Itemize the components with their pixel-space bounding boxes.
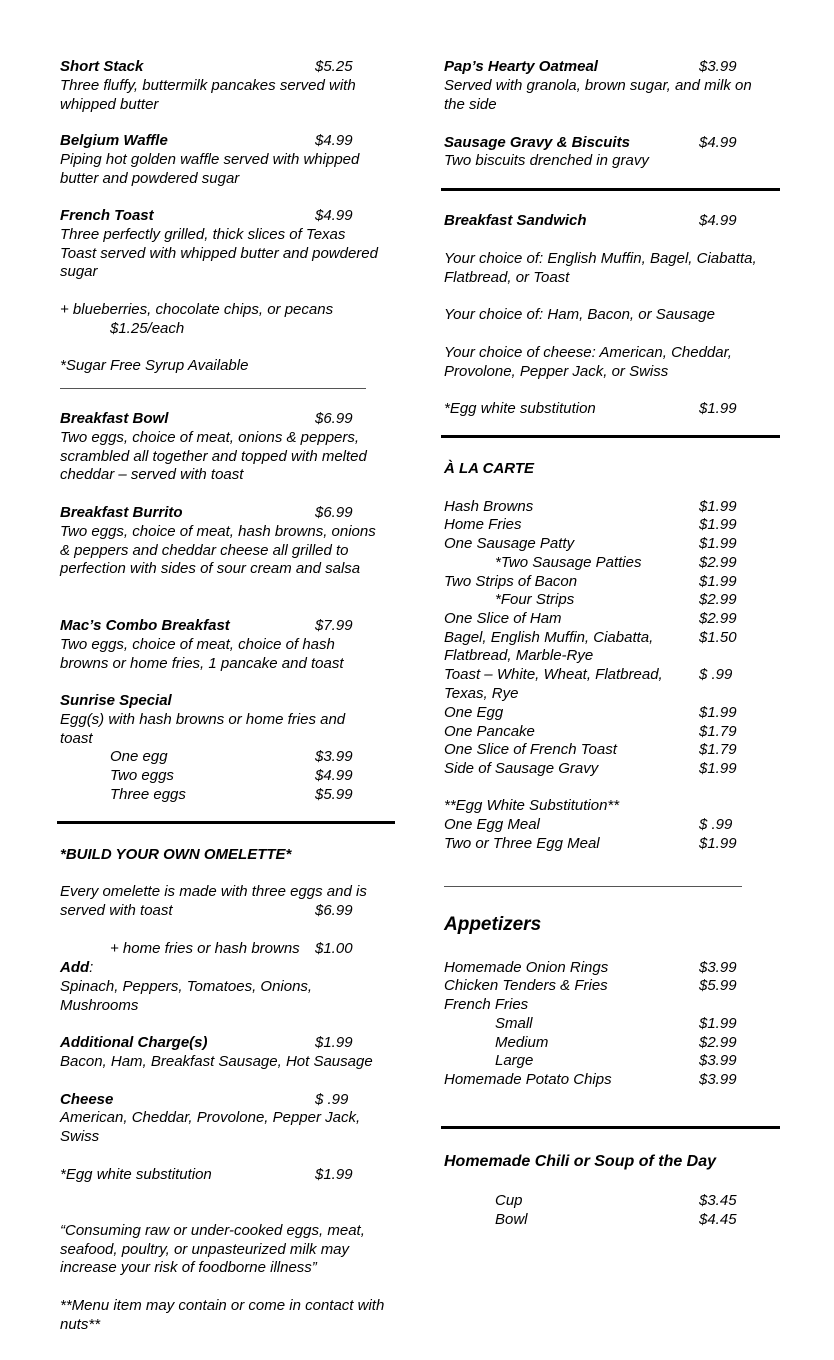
omelette-add-colon: : xyxy=(89,959,94,976)
item-price-french-toast: $4.99 xyxy=(315,207,353,224)
omelette-add-label xyxy=(60,959,93,978)
appetizer-price: $3.99 xyxy=(699,1071,737,1088)
sunrise-option-label: Three eggs xyxy=(110,786,186,803)
ala-carte-label: One Egg xyxy=(444,704,504,721)
item-desc-breakfast-bowl: Two eggs, choice of meat, onions & peppers, scrambled all together and topped with melted cheddar – served with toast xyxy=(60,429,367,484)
item-price-macs-combo: $7.99 xyxy=(315,617,353,634)
sugar-free-note: *Sugar Free Syrup Available xyxy=(60,357,249,374)
omelette-price: $6.99 xyxy=(315,902,353,919)
appetizer-price: $2.99 xyxy=(699,1034,737,1051)
sunrise-option-price: $3.99 xyxy=(315,748,353,765)
appetizer-label: French Fries xyxy=(444,996,529,1013)
chili-size-label: Bowl xyxy=(495,1211,528,1228)
appetizer-label: Large xyxy=(495,1052,534,1069)
sandwich-egg-white-label: *Egg white substitution xyxy=(444,400,596,417)
ala-carte-label: Side of Sausage Gravy xyxy=(444,760,599,777)
ala-carte-label: One Slice of French Toast xyxy=(444,741,617,758)
item-name-breakfast-sandwich: Breakfast Sandwich xyxy=(444,212,587,229)
ala-carte-price: $1.99 xyxy=(699,760,737,777)
ala-carte-price: $1.50 xyxy=(699,629,737,646)
omelette-desc-line: served with toast xyxy=(60,902,173,919)
sandwich-cheese-choice: Your choice of cheese: American, Cheddar, Provolone, Pepper Jack, or Swiss xyxy=(444,344,732,380)
item-desc-breakfast-burrito: Two eggs, choice of meat, hash browns, onions & peppers and cheddar cheese all grilled to perfection with sides of sour cream and salsa xyxy=(60,523,376,578)
chili-size-price: $4.45 xyxy=(699,1211,737,1228)
item-desc-oatmeal: Served with granola, brown sugar, and milk on the side xyxy=(444,77,752,113)
item-name-macs-combo: Mac’s Combo Breakfast xyxy=(60,617,230,634)
ala-carte-price: $2.99 xyxy=(699,591,737,608)
item-name-belgium-waffle: Belgium Waffle xyxy=(60,132,168,149)
omelette-extra-price: $1.00 xyxy=(315,940,353,957)
sunrise-option-label: Two eggs xyxy=(110,767,174,784)
ala-carte-label: One Sausage Patty xyxy=(444,535,575,552)
appetizer-label: Homemade Onion Rings xyxy=(444,959,609,976)
appetizer-price: $5.99 xyxy=(699,977,737,994)
item-price-short-stack: $5.25 xyxy=(315,58,353,75)
sandwich-bread-choice: Your choice of: English Muffin, Bagel, Ciabatta, Flatbread, or Toast xyxy=(444,250,757,286)
egg-white-price: $ .99 xyxy=(699,816,733,833)
appetizer-label: Medium xyxy=(495,1034,549,1051)
section-heading-ala-carte: À LA CARTE xyxy=(444,460,534,477)
sunrise-option-label: One egg xyxy=(110,748,168,765)
omelette-desc-line: Every omelette is made with three eggs and is xyxy=(60,883,367,900)
ala-carte-label: *Four Strips xyxy=(495,591,575,608)
section-heading-appetizers: Appetizers xyxy=(444,914,542,935)
section-heading-omelette: *BUILD YOUR OWN OMELETTE* xyxy=(60,846,292,863)
appetizer-price: $3.99 xyxy=(699,1052,737,1069)
omelette-extra-label: + home fries or hash browns xyxy=(110,940,300,957)
item-name-sunrise-special: Sunrise Special xyxy=(60,692,172,709)
chili-size-label: Cup xyxy=(495,1192,523,1209)
sunrise-option-price: $5.99 xyxy=(315,786,353,803)
omelette-additional-label: Additional Charge(s) xyxy=(60,1034,208,1051)
omelette-additional-price: $1.99 xyxy=(315,1034,353,1051)
ala-carte-price: $1.99 xyxy=(699,516,737,533)
egg-white-price: $1.99 xyxy=(699,835,737,852)
omelette-cheese-label: Cheese xyxy=(60,1091,114,1108)
appetizer-label: Homemade Potato Chips xyxy=(444,1071,612,1088)
item-name-sausage-gravy: Sausage Gravy & Biscuits xyxy=(444,134,630,151)
sandwich-meat-choice: Your choice of: Ham, Bacon, or Sausage xyxy=(444,306,715,323)
omelette-additional-items: Bacon, Ham, Breakfast Sausage, Hot Sausage xyxy=(60,1053,373,1070)
item-desc-french-toast: Three perfectly grilled, thick slices of Texas Toast served with whipped butter and powdered sugar xyxy=(60,226,378,281)
item-name-short-stack: Short Stack xyxy=(60,58,144,75)
chili-size-price: $3.45 xyxy=(699,1192,737,1209)
divider xyxy=(444,886,742,887)
egg-white-heading: **Egg White Substitution** xyxy=(444,797,620,814)
item-desc-belgium-waffle: Piping hot golden waffle served with whipped butter and powdered sugar xyxy=(60,151,360,187)
ala-carte-label: Bagel, English Muffin, Ciabatta, xyxy=(444,629,654,646)
item-name-french-toast: French Toast xyxy=(60,207,154,224)
appetizer-label: Small xyxy=(495,1015,533,1032)
item-price-breakfast-bowl: $6.99 xyxy=(315,410,353,427)
section-divider xyxy=(441,188,780,191)
ala-carte-price: $2.99 xyxy=(699,554,737,571)
addon-price: $1.25/each xyxy=(110,320,185,337)
egg-white-label: Two or Three Egg Meal xyxy=(444,835,600,852)
omelette-egg-white-price: $1.99 xyxy=(315,1166,353,1183)
ala-carte-label: Toast – White, Wheat, Flatbread, xyxy=(444,666,663,683)
sunrise-option-price: $4.99 xyxy=(315,767,353,784)
ala-carte-price: $ .99 xyxy=(699,666,733,683)
appetizer-price: $1.99 xyxy=(699,1015,737,1032)
food-safety-warning: “Consuming raw or under-cooked eggs, meat, seafood, poultry, or unpasteurized milk may increase your risk of foodborne illness” xyxy=(60,1222,365,1277)
section-divider xyxy=(441,435,780,438)
ala-carte-label: One Pancake xyxy=(444,723,535,740)
omelette-cheese-price: $ .99 xyxy=(315,1091,349,1108)
ala-carte-label: One Slice of Ham xyxy=(444,610,562,627)
ala-carte-price: $1.79 xyxy=(699,723,737,740)
item-name-breakfast-burrito: Breakfast Burrito xyxy=(60,504,183,521)
item-price-breakfast-burrito: $6.99 xyxy=(315,504,353,521)
ala-carte-label: Flatbread, Marble-Rye xyxy=(444,647,594,664)
item-desc-sunrise-special: Egg(s) with hash browns or home fries and toast xyxy=(60,711,346,747)
item-price-belgium-waffle: $4.99 xyxy=(315,132,353,149)
nut-allergy-note: **Menu item may contain or come in contact with nuts** xyxy=(60,1297,385,1333)
divider xyxy=(60,388,366,389)
ala-carte-price: $2.99 xyxy=(699,610,737,627)
item-price-breakfast-sandwich: $4.99 xyxy=(699,212,737,229)
item-name-breakfast-bowl: Breakfast Bowl xyxy=(60,410,169,427)
ala-carte-price: $1.99 xyxy=(699,535,737,552)
egg-white-label: One Egg Meal xyxy=(444,816,540,833)
item-name-oatmeal: Pap’s Hearty Oatmeal xyxy=(444,58,598,75)
item-desc-sausage-gravy: Two biscuits drenched in gravy xyxy=(444,152,649,169)
item-desc-macs-combo: Two eggs, choice of meat, choice of hash browns or home fries, 1 pancake and toast xyxy=(60,636,344,672)
item-price-sausage-gravy: $4.99 xyxy=(699,134,737,151)
ala-carte-price: $1.99 xyxy=(699,704,737,721)
sandwich-egg-white-price: $1.99 xyxy=(699,400,737,417)
item-desc-short-stack: Three fluffy, buttermilk pancakes served with whipped butter xyxy=(60,77,356,113)
section-heading-chili: Homemade Chili or Soup of the Day xyxy=(444,1153,717,1170)
ala-carte-price: $1.79 xyxy=(699,741,737,758)
omelette-cheese-items: American, Cheddar, Provolone, Pepper Jack, Swiss xyxy=(60,1109,361,1145)
ala-carte-label: Home Fries xyxy=(444,516,522,533)
addon-line: + blueberries, chocolate chips, or pecans xyxy=(60,301,334,318)
omelette-add-word: Add xyxy=(60,959,90,976)
section-divider xyxy=(57,821,395,824)
ala-carte-label: *Two Sausage Patties xyxy=(495,554,642,571)
appetizer-price: $3.99 xyxy=(699,959,737,976)
item-price-oatmeal: $3.99 xyxy=(699,58,737,75)
ala-carte-price: $1.99 xyxy=(699,498,737,515)
ala-carte-price: $1.99 xyxy=(699,573,737,590)
ala-carte-label: Two Strips of Bacon xyxy=(444,573,578,590)
section-divider xyxy=(441,1126,780,1129)
ala-carte-label: Texas, Rye xyxy=(444,685,519,702)
appetizer-label: Chicken Tenders & Fries xyxy=(444,977,608,994)
omelette-egg-white-label: *Egg white substitution xyxy=(60,1166,212,1183)
omelette-add-items: Spinach, Peppers, Tomatoes, Onions, Mushrooms xyxy=(60,978,313,1014)
ala-carte-label: Hash Browns xyxy=(444,498,534,515)
